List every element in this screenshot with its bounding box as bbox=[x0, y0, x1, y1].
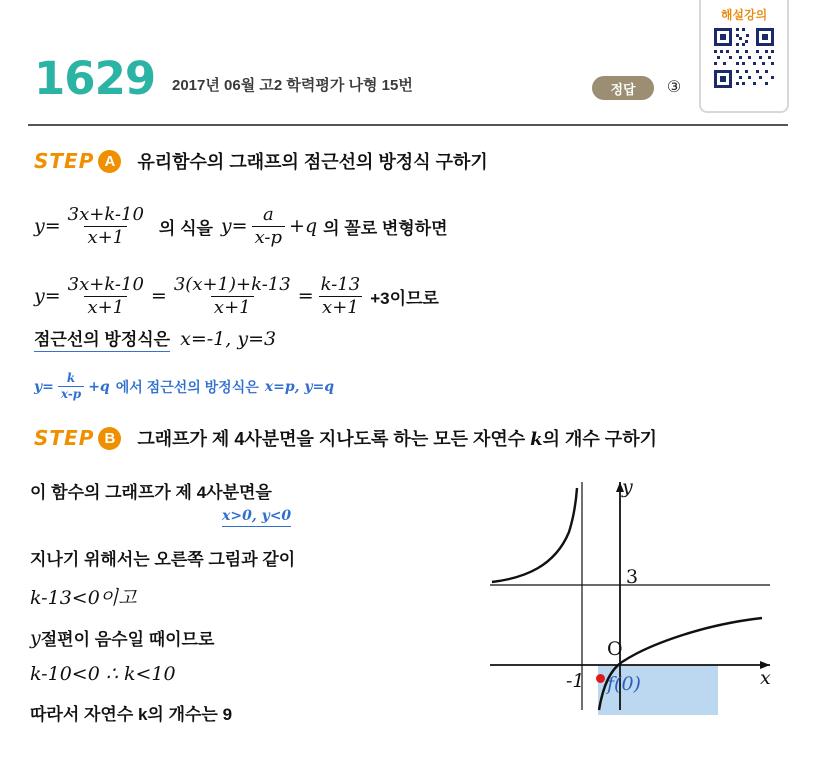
step-a-title: 유리함수의 그래프의 점근선의 방정식 구하기 bbox=[137, 152, 488, 172]
stepa-line2 bbox=[34, 275, 439, 318]
stepb-line4 bbox=[30, 625, 214, 650]
graph-y-intercept-label: 3 bbox=[626, 566, 639, 588]
stepb-line4-italic: y bbox=[30, 626, 41, 649]
step-b-title bbox=[137, 425, 657, 451]
stepb-note1: x>0, y<0 bbox=[222, 508, 291, 527]
stepa-l1-tail: 의 꼴로 변형하면 bbox=[323, 218, 448, 238]
step-a-badge: A bbox=[98, 150, 121, 173]
qr-label: 해설강의 bbox=[720, 8, 768, 22]
stepa-l1-frac2-den: x-p bbox=[252, 226, 285, 248]
step-a-header bbox=[34, 148, 488, 174]
step-b-badge: B bbox=[98, 427, 121, 450]
stepa-l1-frac1 bbox=[65, 205, 147, 248]
stepa-note-mid: 에서 점근선의 방정식은 bbox=[115, 378, 259, 395]
stepa-l1-frac1-den: x+1 bbox=[84, 226, 127, 248]
stepa-note-y: y= bbox=[34, 378, 54, 395]
stepa-l2-frac3-num: k-13 bbox=[320, 274, 361, 295]
graph-y-axis-label: y bbox=[622, 476, 633, 498]
stepa-l2-frac3 bbox=[318, 275, 364, 318]
stepa-l2-frac1-num: 3x+k-10 bbox=[67, 274, 144, 295]
graph-figure bbox=[470, 470, 790, 720]
stepb-line1-text: 이 함수의 그래프가 제 4사분면을 bbox=[30, 483, 272, 502]
stepa-l2-frac2-num: 3(x+1)+k-13 bbox=[173, 274, 291, 295]
qr-lecture-box[interactable] bbox=[699, 0, 789, 113]
stepb-line3 bbox=[30, 583, 137, 610]
stepb-line4-text: 절편이 음수일 때이므로 bbox=[40, 630, 215, 649]
stepa-l3-label: 점근선의 방정식은 bbox=[34, 325, 170, 352]
stepb-line2-text: 지나기 위해서는 오른쪽 그림과 같이 bbox=[30, 550, 296, 569]
stepa-note-frac-num: k bbox=[66, 371, 76, 385]
step-b-title-prefix: 그래프가 제 4사분면을 지나도록 하는 모든 자연수 bbox=[137, 429, 531, 449]
step-b-title-suffix: 의 개수 구하기 bbox=[542, 429, 657, 449]
stepa-line1 bbox=[34, 205, 448, 248]
stepa-l1-plusq: +q bbox=[289, 215, 318, 238]
graph-f0-label: f(0) bbox=[607, 673, 641, 695]
stepb-line1 bbox=[30, 478, 272, 503]
stepa-l1-frac1-num: 3x+k-10 bbox=[67, 204, 144, 225]
stepa-l2-y: y= bbox=[34, 285, 61, 308]
stepa-l2-frac1-den: x+1 bbox=[84, 296, 127, 318]
graph-red-point bbox=[596, 674, 605, 683]
stepa-note-frac-den: x-p bbox=[58, 386, 84, 401]
stepb-line3-text: k-13<0이고 bbox=[30, 587, 137, 609]
qr-code-icon[interactable] bbox=[712, 26, 776, 90]
stepb-line2 bbox=[30, 545, 295, 570]
step-b-header bbox=[34, 425, 657, 451]
graph-origin-label: O bbox=[607, 638, 623, 660]
stepa-l1-mid: 의 식을 bbox=[158, 218, 213, 238]
stepa-note bbox=[34, 372, 334, 401]
step-b-title-italic: k bbox=[530, 429, 543, 450]
stepa-note-tail: x=p, y=q bbox=[264, 378, 335, 395]
graph-x-intercept-label: -1 bbox=[566, 670, 585, 692]
stepa-l1-frac2 bbox=[252, 205, 285, 248]
stepa-l3-math: x=-1, y=3 bbox=[180, 327, 277, 350]
stepa-note-plusq: +q bbox=[88, 378, 110, 395]
answer-value: ③ bbox=[666, 79, 682, 96]
stepa-l1-y2: y= bbox=[220, 215, 248, 238]
problem-source: 2017년 06월 고2 학력평가 나형 15번 bbox=[172, 77, 413, 94]
stepa-l1-y1: y= bbox=[34, 215, 61, 238]
stepb-line5-text: k-10<0 ∴ k<10 bbox=[30, 663, 176, 685]
stepa-l2-eq1: = bbox=[150, 285, 167, 308]
stepa-l2-tail: +3이므로 bbox=[370, 288, 439, 308]
step-a-word: STEP bbox=[34, 149, 95, 173]
stepa-l2-eq2: = bbox=[297, 285, 314, 308]
stepa-note-frac bbox=[58, 372, 84, 401]
stepa-line3 bbox=[34, 325, 276, 352]
step-b-word: STEP bbox=[34, 426, 95, 450]
stepb-line5 bbox=[30, 663, 176, 685]
stepa-l2-frac3-den: x+1 bbox=[319, 296, 362, 318]
stepa-l2-frac1 bbox=[65, 275, 147, 318]
graph-x-axis-label: x bbox=[760, 667, 771, 689]
stepa-l1-frac2-num: a bbox=[262, 204, 274, 225]
stepa-l2-frac2 bbox=[171, 275, 294, 318]
problem-number: 1629 bbox=[34, 52, 156, 105]
answer-label-badge: 정답 bbox=[592, 76, 654, 100]
stepa-l2-frac2-den: x+1 bbox=[211, 296, 254, 318]
stepb-line6 bbox=[30, 700, 232, 725]
stepb-line6-text: 따라서 자연수 k의 개수는 9 bbox=[30, 705, 233, 724]
page-header bbox=[0, 0, 816, 128]
header-divider bbox=[28, 124, 788, 126]
